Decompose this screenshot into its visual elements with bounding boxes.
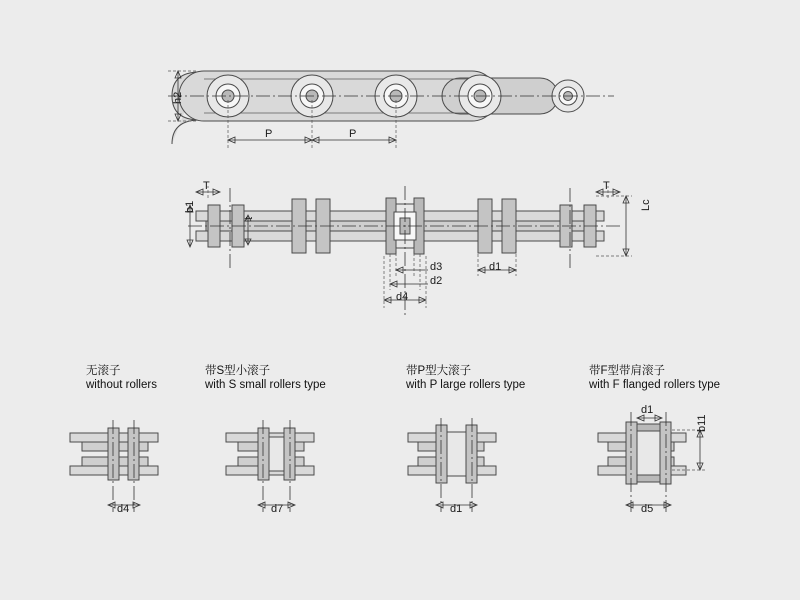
label-t-right: T [603, 180, 610, 192]
label-lc: Lc [640, 199, 652, 211]
top-view-group [168, 71, 614, 148]
variant-caption-cn: 无滚子 [86, 365, 121, 377]
label-h2: h2 [172, 91, 184, 104]
label-variant2-d7: d7 [271, 503, 284, 515]
variant-caption-en: without rollers [86, 379, 157, 391]
variant-caption-cn: 带S型小滚子 [205, 365, 271, 377]
label-d3: d3 [430, 261, 443, 273]
variant-s-small-figure [226, 420, 314, 512]
label-variant4-b11: b11 [696, 414, 708, 432]
side-view-group [187, 186, 632, 318]
variant-caption-cn: 带P型大滚子 [406, 365, 472, 377]
variant-f-flanged-figure [598, 412, 706, 512]
label-t-left: T [203, 180, 210, 192]
variant-caption-without-rollers [86, 364, 157, 392]
label-p-right: P [349, 128, 357, 140]
label-d2: d2 [430, 275, 443, 287]
variant-caption-f-flanged [589, 364, 720, 392]
label-variant4-d1: d1 [641, 404, 654, 416]
label-p-left: P [265, 128, 273, 140]
variant-without-rollers-figure [70, 420, 158, 512]
label-variant1-d4: d4 [117, 503, 130, 515]
label-t-inner: t [243, 216, 255, 220]
variant-caption-en: with P large rollers type [406, 379, 526, 391]
variant-caption-cn: 带F型带肩滚子 [589, 365, 666, 377]
label-d4: d4 [396, 291, 409, 303]
label-variant3-d1: d1 [450, 503, 463, 515]
variant-caption-p-large [406, 364, 525, 392]
label-d1-side: d1 [489, 261, 502, 273]
variant-p-large-figure [408, 418, 496, 512]
variant-caption-en: with S small rollers type [205, 379, 326, 391]
variant-caption-en: with F flanged rollers type [589, 379, 721, 391]
label-b1: b1 [184, 200, 196, 213]
label-variant4-d5: d5 [641, 503, 654, 515]
variant-caption-s-small [205, 364, 326, 392]
